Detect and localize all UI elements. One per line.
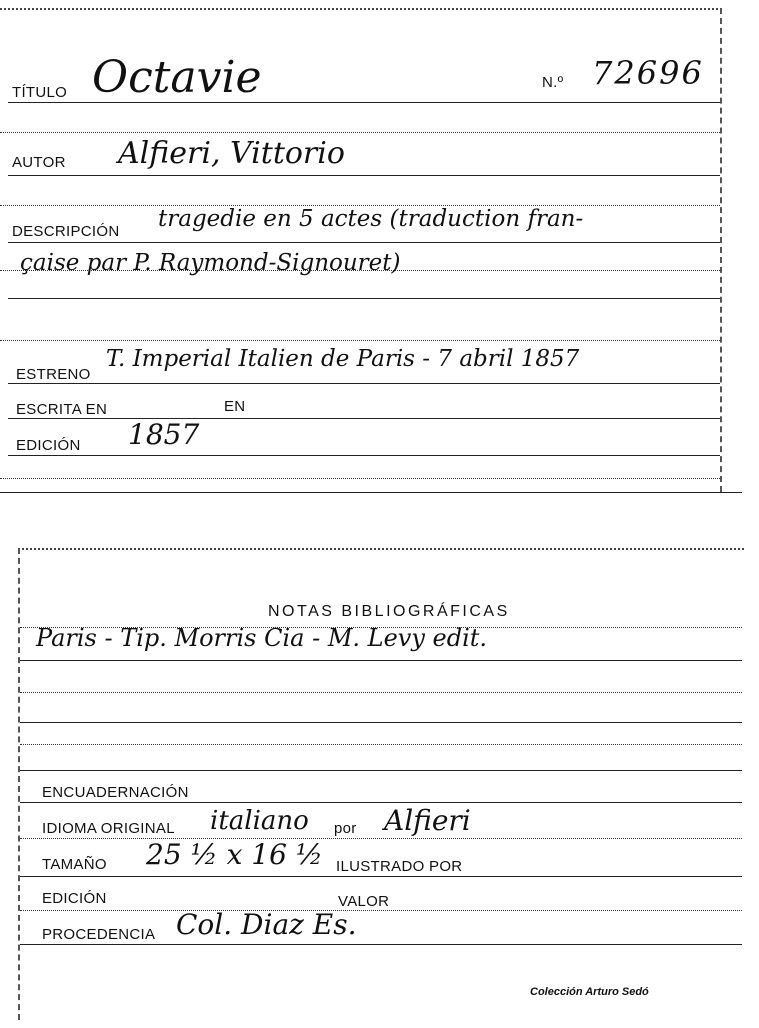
- tamano-value: 25 ½ x 16 ½: [146, 838, 323, 871]
- autor-value: Alfieri, Vittorio: [118, 136, 345, 171]
- descripcion-line-1: tragedie en 5 actes (traduction fran-: [158, 206, 584, 232]
- edicion-label: EDICIÓN: [16, 437, 81, 454]
- rule: [20, 944, 742, 945]
- por-label: por: [334, 820, 357, 837]
- rule: [8, 455, 720, 456]
- rule: [20, 722, 742, 723]
- notas-line-1: Paris - Tip. Morris Cia - M. Levy edit.: [36, 624, 488, 652]
- procedencia-label: PROCEDENCIA: [42, 926, 156, 943]
- por-value: Alfieri: [384, 804, 471, 837]
- rule: [20, 802, 742, 803]
- rule: [8, 242, 720, 243]
- rule: [20, 770, 742, 771]
- procedencia-value: Col. Diaz Es.: [176, 908, 357, 941]
- edicion-value: 1857: [128, 418, 200, 451]
- notas-heading: NOTAS BIBLIOGRÁFICAS: [268, 603, 510, 620]
- rule: [20, 744, 742, 745]
- rule: [20, 876, 742, 877]
- numero-label: N.º: [542, 74, 564, 91]
- encuadernacion-label: ENCUADERNACIÓN: [42, 784, 189, 801]
- autor-label: AUTOR: [12, 154, 66, 171]
- numero-value: 72696: [592, 54, 704, 92]
- rule: [8, 175, 720, 176]
- idioma-label: IDIOMA ORIGINAL: [42, 820, 175, 837]
- rule: [0, 340, 720, 341]
- collection-credit: Colección Arturo Sedó: [530, 986, 649, 998]
- escrita-en-label: ESCRITA EN: [16, 401, 108, 418]
- rule: [8, 418, 720, 419]
- idioma-value: italiano: [210, 806, 309, 836]
- rule: [20, 692, 742, 693]
- descripcion-label: DESCRIPCIÓN: [12, 223, 120, 240]
- valor-label: VALOR: [338, 893, 390, 910]
- rule: [8, 383, 720, 384]
- rule: [0, 132, 720, 133]
- rule: [20, 910, 742, 911]
- rule: [20, 660, 742, 661]
- separator: [0, 492, 742, 493]
- rule: [20, 838, 742, 839]
- rule: [0, 478, 720, 479]
- en-label: EN: [224, 398, 246, 415]
- rule: [8, 298, 720, 299]
- tamano-label: TAMAÑO: [42, 856, 107, 873]
- titulo-value: Octavie: [92, 52, 262, 103]
- edicion-label-2: EDICIÓN: [42, 890, 107, 907]
- titulo-label: TÍTULO: [12, 84, 68, 101]
- estreno-label: ESTRENO: [16, 366, 91, 383]
- ilustrado-label: ILUSTRADO POR: [336, 858, 463, 875]
- descripcion-line-2: çaise par P. Raymond-Signouret): [20, 250, 401, 276]
- estreno-value: T. Imperial Italien de Paris - 7 abril 1857: [106, 346, 580, 372]
